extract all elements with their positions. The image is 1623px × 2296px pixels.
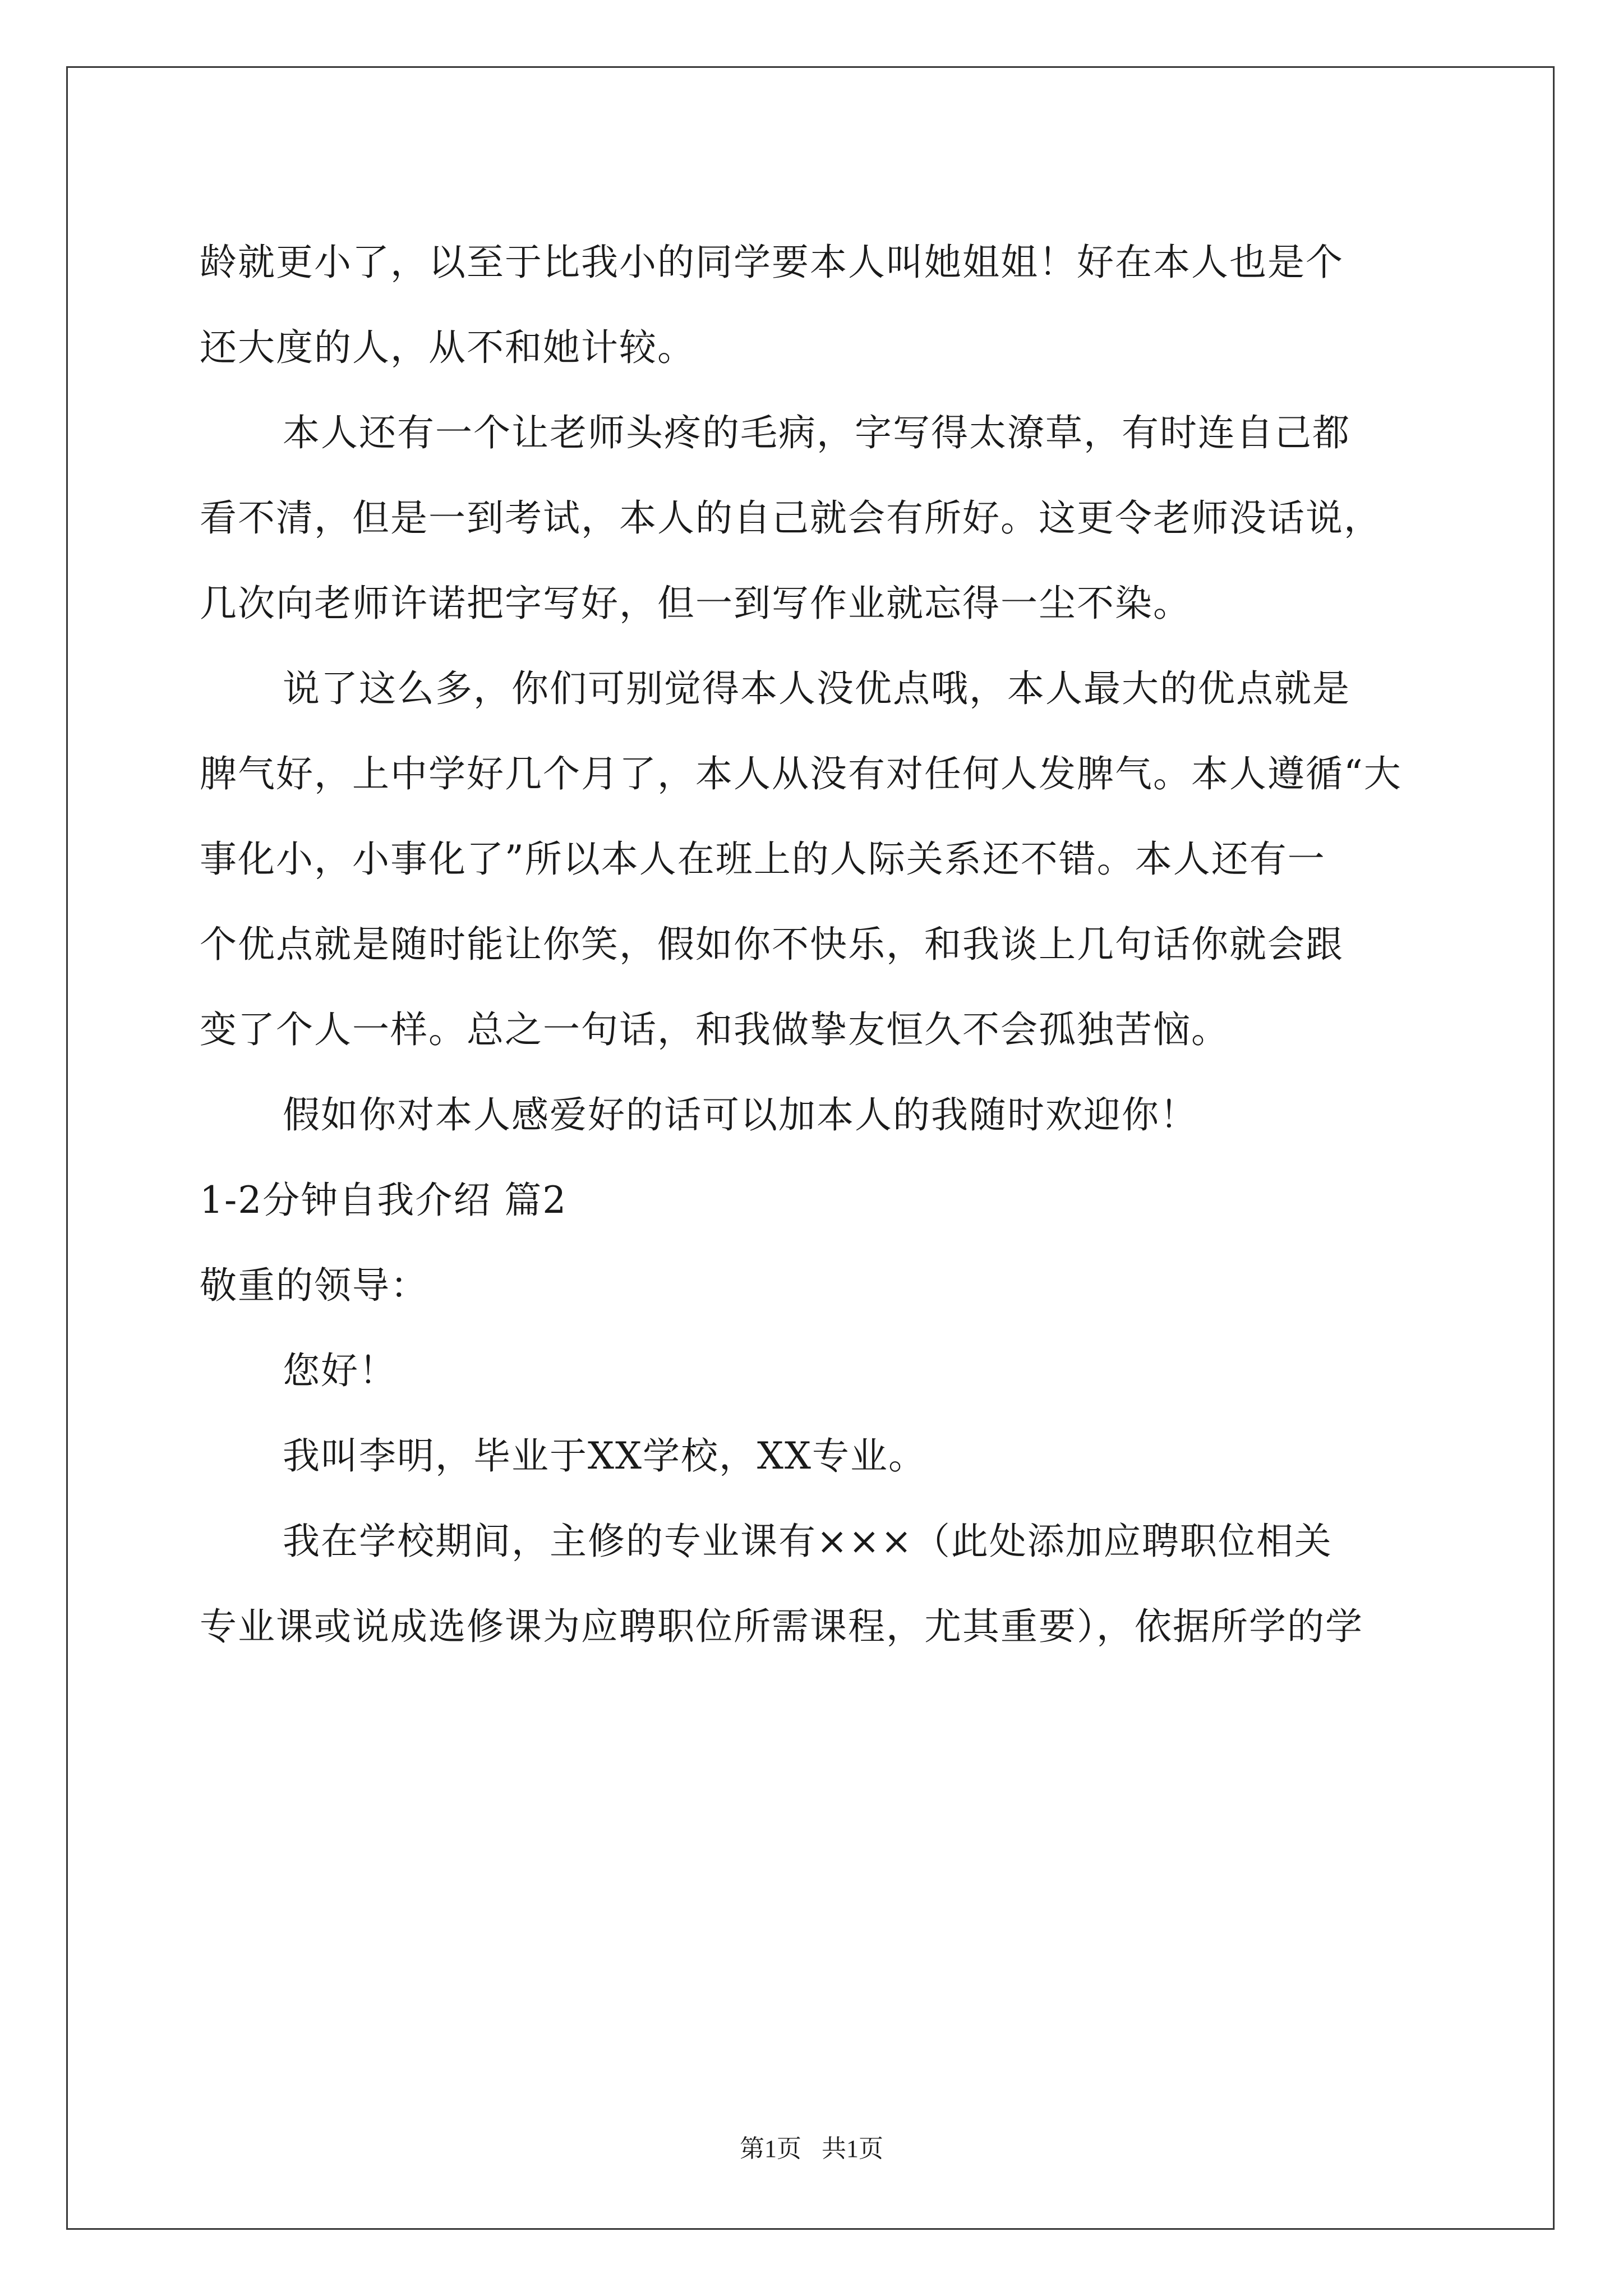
text-line: 龄就更小了，以至于比我小的同学要本人叫她姐姐！好在本人也是个 <box>200 241 1344 284</box>
paragraph-start: 本人还有一个让老师头疼的毛病，字写得太潦草，有时连自己都 <box>283 411 1350 454</box>
section-heading: 1-2分钟自我介绍 篇2 <box>200 1179 568 1222</box>
page-footer <box>0 2128 1623 2164</box>
salutation: 敬重的领导： <box>200 1264 428 1307</box>
paragraph-start: 我叫李明，毕业于XX学校，XX专业。 <box>283 1434 926 1478</box>
text-line: 还大度的人，从不和她计较。 <box>200 326 695 369</box>
greeting: 您好！ <box>283 1349 397 1392</box>
text-line: 几次向老师许诺把字写好，但一到写作业就忘得一尘不染。 <box>200 582 1191 625</box>
text-line: 事化小，小事化了”所以本人在班上的人际关系还不错。本人还有一 <box>200 838 1326 881</box>
page-number: 第1页 <box>740 2135 801 2162</box>
document-body <box>200 220 1429 1669</box>
text-line: 个优点就是随时能让你笑，假如你不快乐，和我谈上几句话你就会跟 <box>200 923 1344 966</box>
text-line: 变了个人一样。总之一句话，和我做挚友恒久不会孤独苦恼。 <box>200 1008 1229 1051</box>
paragraph-start: 假如你对本人感爱好的话可以加本人的我随时欢迎你！ <box>283 1093 1198 1137</box>
text-line: 脾气好，上中学好几个月了，本人从没有对任何人发脾气。本人遵循“大 <box>200 752 1402 795</box>
text-line: 看不清，但是一到考试，本人的自己就会有所好。这更令老师没话说， <box>200 496 1382 540</box>
page-total: 共1页 <box>822 2135 883 2162</box>
paragraph-start: 说了这么多，你们可别觉得本人没优点哦，本人最大的优点就是 <box>283 667 1350 710</box>
paragraph-start: 我在学校期间，主修的专业课有×××（此处添加应聘职位相关 <box>283 1520 1332 1563</box>
text-line: 专业课或说成选修课为应聘职位所需课程，尤其重要），依据所学的学 <box>200 1605 1363 1648</box>
